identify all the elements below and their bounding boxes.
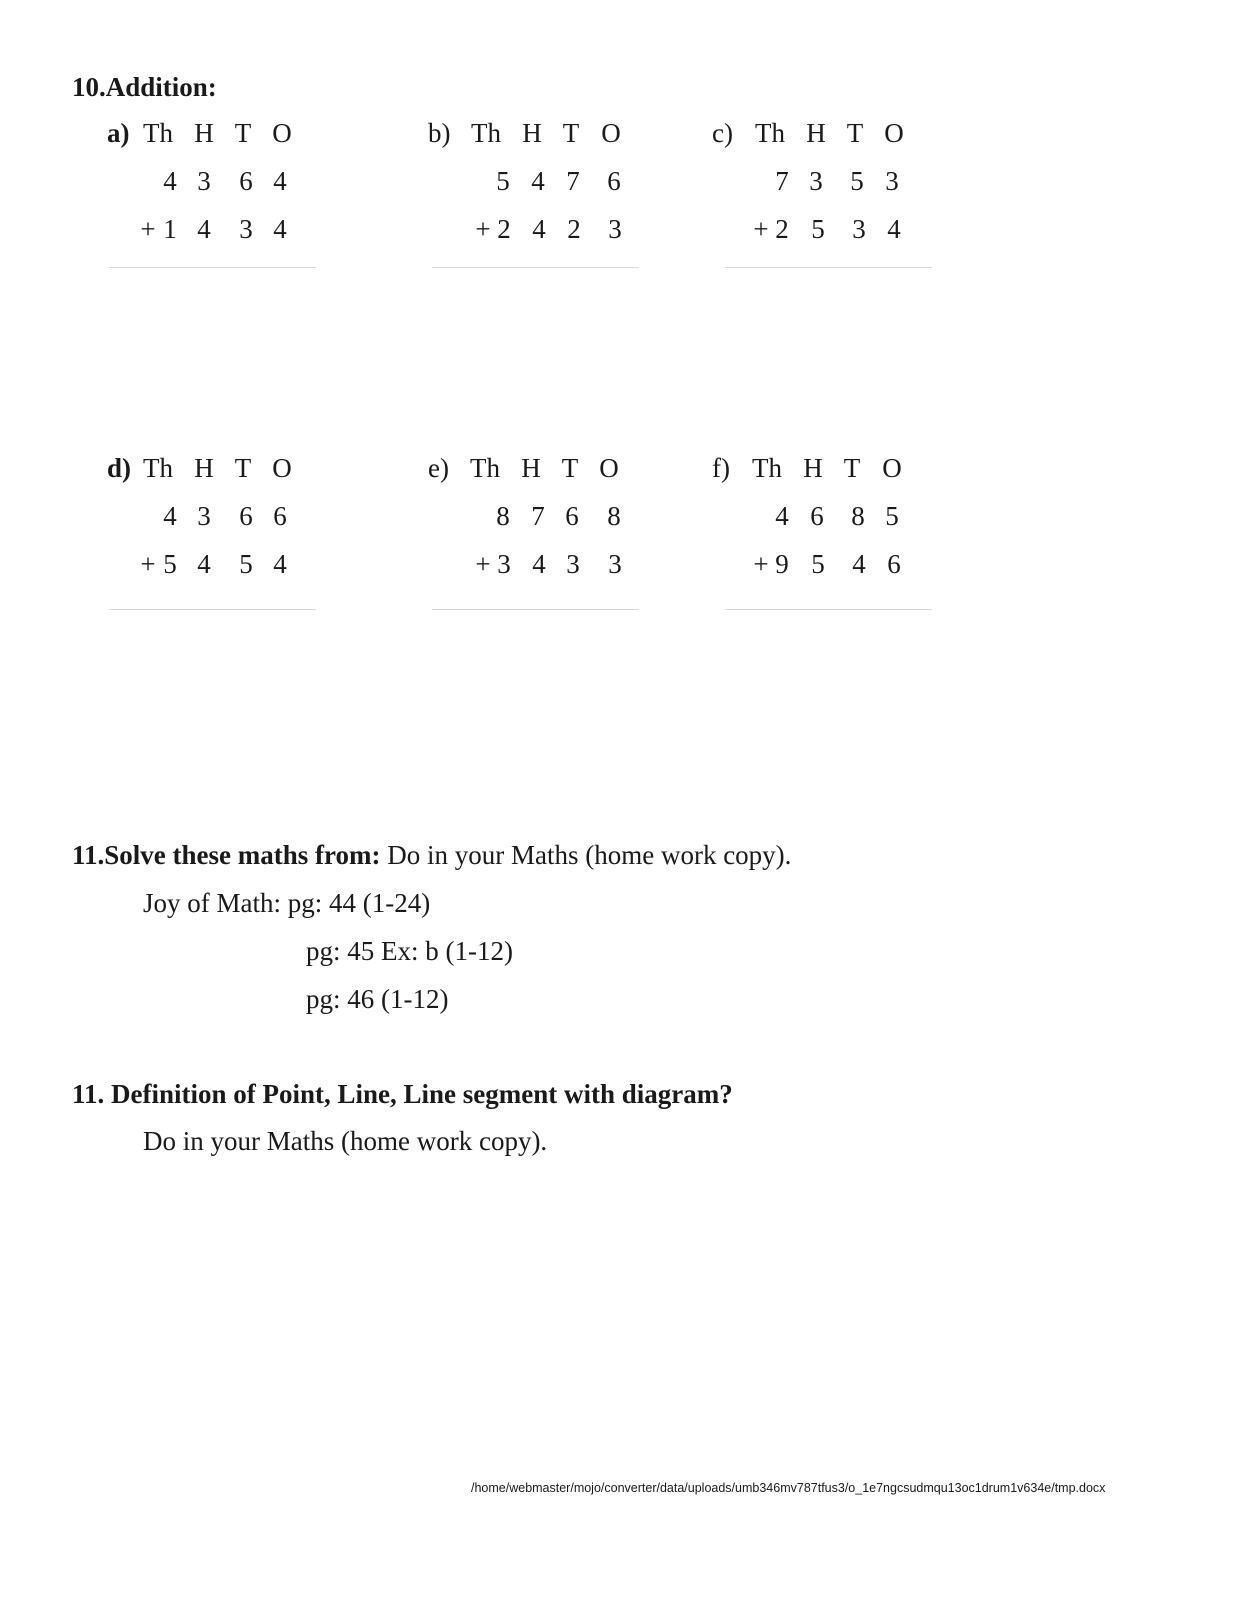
answer-line: [432, 609, 639, 610]
addition-problem: [712, 118, 952, 298]
answer-line: [725, 267, 932, 268]
col-header-th: Th: [470, 453, 500, 483]
digit-top-th: 4: [775, 501, 789, 531]
digit-top-h: 4: [531, 166, 545, 196]
digit-top-t: 5: [850, 166, 864, 196]
answer-line: [432, 267, 639, 268]
digit-bottom-h: 5: [811, 549, 825, 579]
addition-problem: [107, 118, 347, 298]
section-11-solve-heading: 11.Solve these maths from:: [72, 840, 381, 870]
digit-top-th: 8: [496, 501, 510, 531]
digit-bottom-h: 4: [197, 214, 211, 244]
digit-top-t: 6: [565, 501, 579, 531]
digit-top-t: 6: [239, 166, 253, 196]
col-header-h: H: [803, 453, 823, 483]
digit-bottom-h: 4: [532, 549, 546, 579]
section-10-title: 10.Addition:: [72, 72, 217, 102]
problem-label: d): [107, 453, 132, 483]
digit-bottom-o: 3: [608, 549, 622, 579]
digit-top-o: 3: [885, 166, 899, 196]
digit-bottom-th: 9: [775, 549, 789, 579]
page-reference-line: pg: 45 Ex: b (1-12): [306, 936, 513, 966]
plus-sign: +: [140, 214, 156, 244]
plus-sign: +: [753, 549, 769, 579]
col-header-h: H: [806, 118, 826, 148]
digit-top-t: 8: [851, 501, 865, 531]
col-header-t: T: [234, 118, 252, 148]
digit-bottom-th: 1: [163, 214, 177, 244]
addition-problem: [712, 453, 952, 633]
digit-bottom-t: 3: [566, 549, 580, 579]
col-header-th: Th: [752, 453, 782, 483]
digit-top-t: 7: [566, 166, 580, 196]
digit-bottom-t: 5: [239, 549, 253, 579]
digit-bottom-o: 4: [273, 549, 287, 579]
section-11-definition-instruction: Do in your Maths (home work copy).: [143, 1126, 548, 1156]
answer-line: [109, 267, 316, 268]
problem-label: e): [428, 453, 449, 483]
col-header-th: Th: [471, 118, 501, 148]
digit-bottom-t: 3: [852, 214, 866, 244]
digit-bottom-t: 4: [852, 549, 866, 579]
col-header-t: T: [843, 453, 861, 483]
digit-top-h: 7: [531, 501, 545, 531]
digit-top-h: 3: [809, 166, 823, 196]
col-header-o: O: [272, 453, 292, 483]
digit-top-h: 3: [197, 166, 211, 196]
col-header-t: T: [562, 118, 580, 148]
digit-bottom-th: 3: [497, 549, 511, 579]
col-header-o: O: [599, 453, 619, 483]
col-header-t: T: [561, 453, 579, 483]
col-header-th: Th: [143, 118, 173, 148]
digit-bottom-h: 5: [811, 214, 825, 244]
digit-top-h: 3: [197, 501, 211, 531]
digit-top-th: 4: [163, 166, 177, 196]
digit-bottom-o: 6: [887, 549, 901, 579]
problem-label: a): [107, 118, 130, 148]
textbook-reference-line: Joy of Math: pg: 44 (1-24): [143, 888, 431, 918]
col-header-th: Th: [755, 118, 785, 148]
addition-problem: [428, 118, 668, 298]
digit-top-o: 5: [885, 501, 899, 531]
page-reference-line: pg: 46 (1-12): [306, 984, 449, 1014]
digit-top-o: 6: [273, 501, 287, 531]
digit-bottom-th: 2: [497, 214, 511, 244]
plus-sign: +: [753, 214, 769, 244]
addition-problem: [107, 453, 347, 633]
col-header-t: T: [234, 453, 252, 483]
plus-sign: +: [475, 549, 491, 579]
col-header-h: H: [522, 118, 542, 148]
problem-label: c): [712, 118, 733, 148]
digit-top-th: 5: [496, 166, 510, 196]
col-header-h: H: [194, 118, 214, 148]
digit-top-th: 4: [163, 501, 177, 531]
col-header-o: O: [882, 453, 902, 483]
footer-file-path: /home/webmaster/mojo/converter/data/uploads/umb346mv787tfus3/o_1e7ngcsudmqu13oc1drum1v634e/tmp.docx: [471, 1481, 1106, 1495]
section-11-definition-title: 11. Definition of Point, Line, Line segment with diagram?: [72, 1079, 733, 1109]
col-header-o: O: [601, 118, 621, 148]
problem-label: b): [428, 118, 451, 148]
col-header-h: H: [521, 453, 541, 483]
col-header-o: O: [272, 118, 292, 148]
digit-bottom-t: 3: [239, 214, 253, 244]
addition-problem: [428, 453, 668, 633]
col-header-t: T: [846, 118, 864, 148]
plus-sign: +: [475, 214, 491, 244]
answer-line: [725, 609, 932, 610]
digit-top-o: 6: [607, 166, 621, 196]
digit-bottom-h: 4: [197, 549, 211, 579]
digit-bottom-h: 4: [532, 214, 546, 244]
col-header-h: H: [194, 453, 214, 483]
digit-top-t: 6: [239, 501, 253, 531]
digit-bottom-th: 2: [775, 214, 789, 244]
section-11-solve-title: [72, 840, 791, 871]
col-header-o: O: [884, 118, 904, 148]
digit-top-h: 6: [810, 501, 824, 531]
plus-sign: +: [140, 549, 156, 579]
digit-bottom-t: 2: [567, 214, 581, 244]
digit-top-o: 8: [607, 501, 621, 531]
answer-line: [109, 609, 316, 610]
digit-top-th: 7: [775, 166, 789, 196]
col-header-th: Th: [143, 453, 173, 483]
problem-label: f): [712, 453, 730, 483]
digit-top-o: 4: [273, 166, 287, 196]
digit-bottom-o: 3: [608, 214, 622, 244]
section-11-solve-instruction: Do in your Maths (home work copy).: [380, 840, 792, 870]
digit-bottom-o: 4: [887, 214, 901, 244]
digit-bottom-th: 5: [163, 549, 177, 579]
digit-bottom-o: 4: [273, 214, 287, 244]
